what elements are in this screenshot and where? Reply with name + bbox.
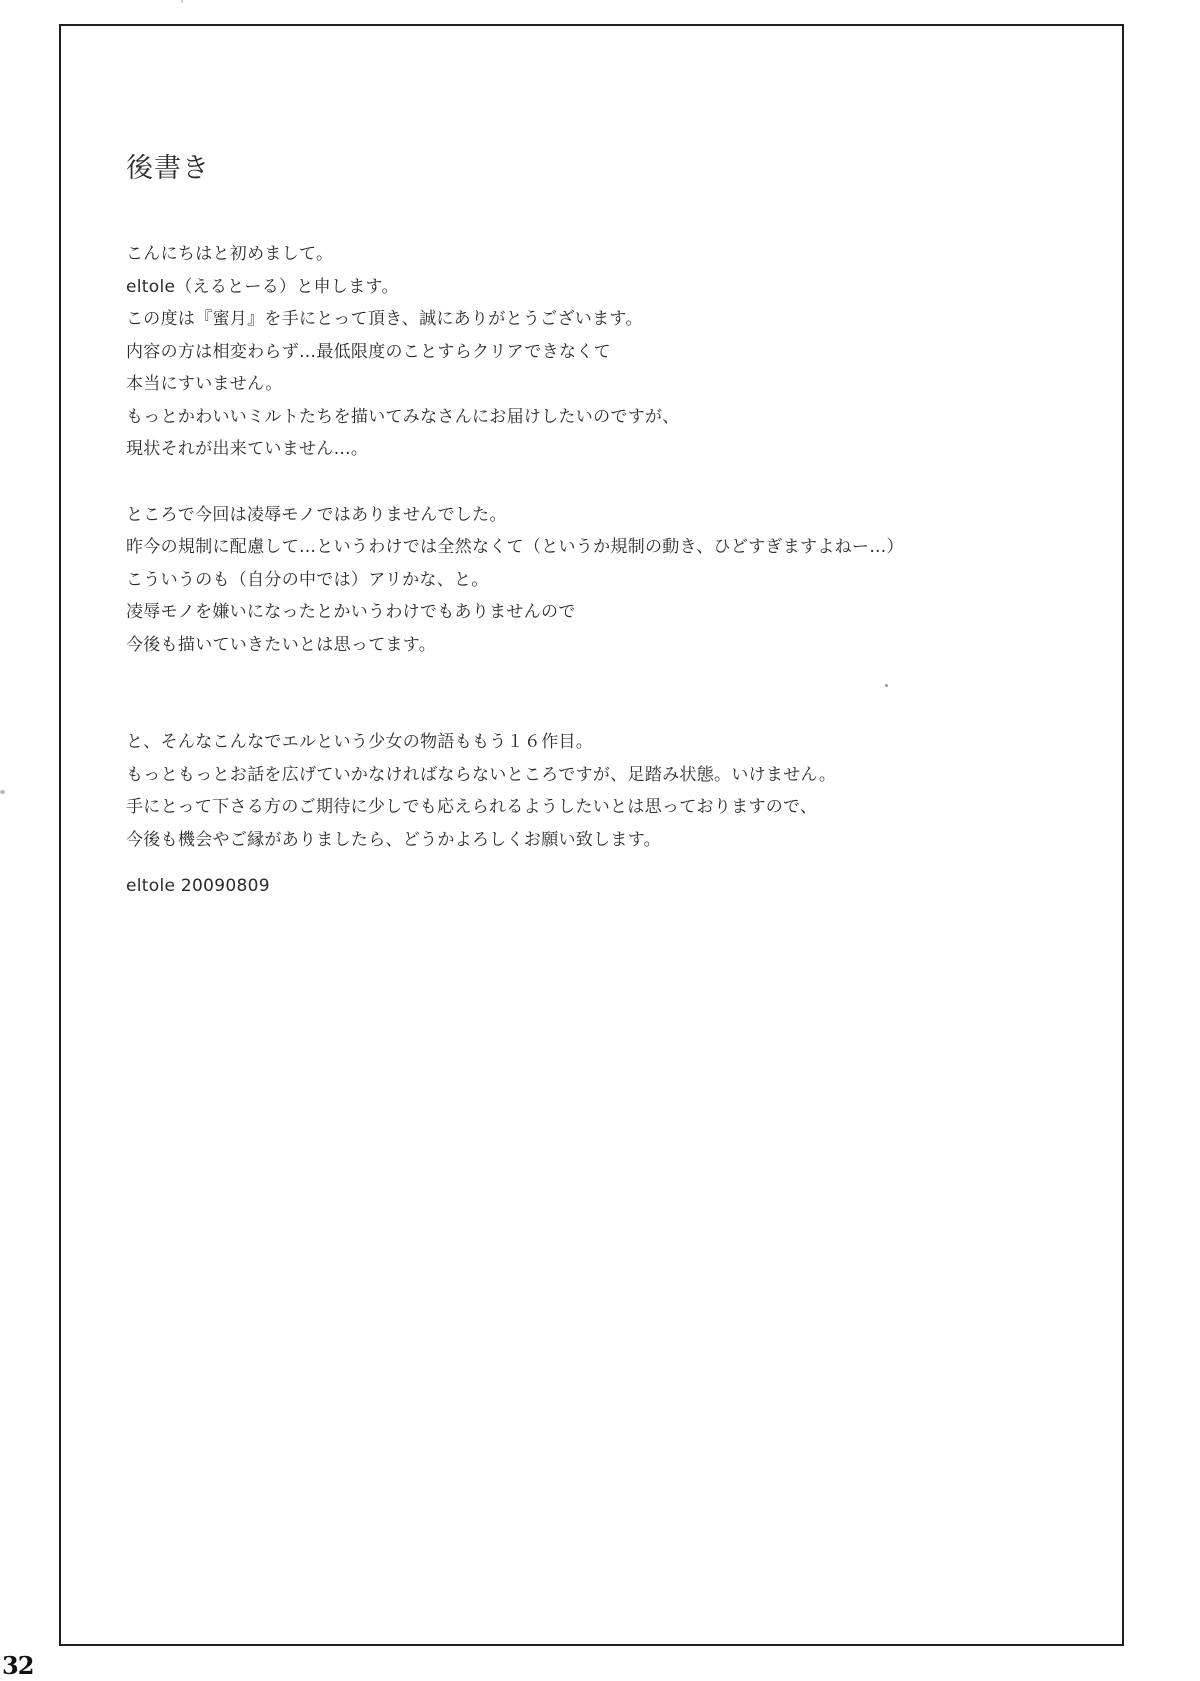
text-line: もっともっとお話を広げていかなければならないところですが、足踏み状態。いけません。 (126, 764, 837, 785)
text-line: と、そんなこんなでエルという少女の物語ももう１６作目。 (126, 732, 594, 752)
text-line: eltole（えるとーる）と申します。 (126, 276, 399, 297)
text-line: 現状それが出来ていません…。 (126, 439, 369, 459)
scan-speck (0, 790, 5, 794)
paragraph-spacer (126, 856, 1026, 870)
paragraph-theme (126, 499, 1026, 662)
text-line: 今後も機会やご縁がありましたら、どうかよろしくお願い致します。 (126, 829, 661, 850)
paragraph-spacer (126, 661, 1026, 726)
paragraph-intro (126, 238, 1026, 466)
text-line: 内容の方は相変わらず…最低限度のことすらクリアできなくて (126, 341, 611, 362)
afterword-content (126, 150, 1026, 902)
text-line: 本当にすいません。 (126, 374, 283, 394)
text-line: こういうのも（自分の中では）アリかな、と。 (126, 569, 489, 590)
page-number: 32 (2, 1651, 34, 1680)
text-line: 凌辱モノを嫌いになったとかいうわけでもありませんので (126, 602, 576, 622)
signature: eltole 20090809 (126, 876, 270, 896)
paragraph-closing (126, 726, 1026, 856)
paragraph-spacer (126, 466, 1026, 499)
text-line: 昨今の規制に配慮して…というわけでは全然なくて（というか規制の動き、ひどすぎますよねー…） (126, 537, 904, 557)
text-line: 今後も描いていきたいとは思ってます。 (126, 634, 437, 655)
scan-speck (181, 0, 183, 3)
text-line: この度は『蜜月』を手にとって頂き、誠にありがとうございます。 (126, 309, 643, 329)
text-line: もっとかわいいミルトたちを描いてみなさんにお届けしたいのですが、 (126, 406, 680, 427)
afterword-title: 後書き (126, 153, 210, 184)
text-line: 手にとって下さる方のご期待に少しでも応えられるようしたいとは思っておりますので、 (126, 797, 818, 817)
text-line: こんにちはと初めまして。 (126, 244, 334, 264)
text-line: ところで今回は凌辱モノではありませんでした。 (126, 504, 507, 525)
scan-speck (885, 684, 888, 687)
